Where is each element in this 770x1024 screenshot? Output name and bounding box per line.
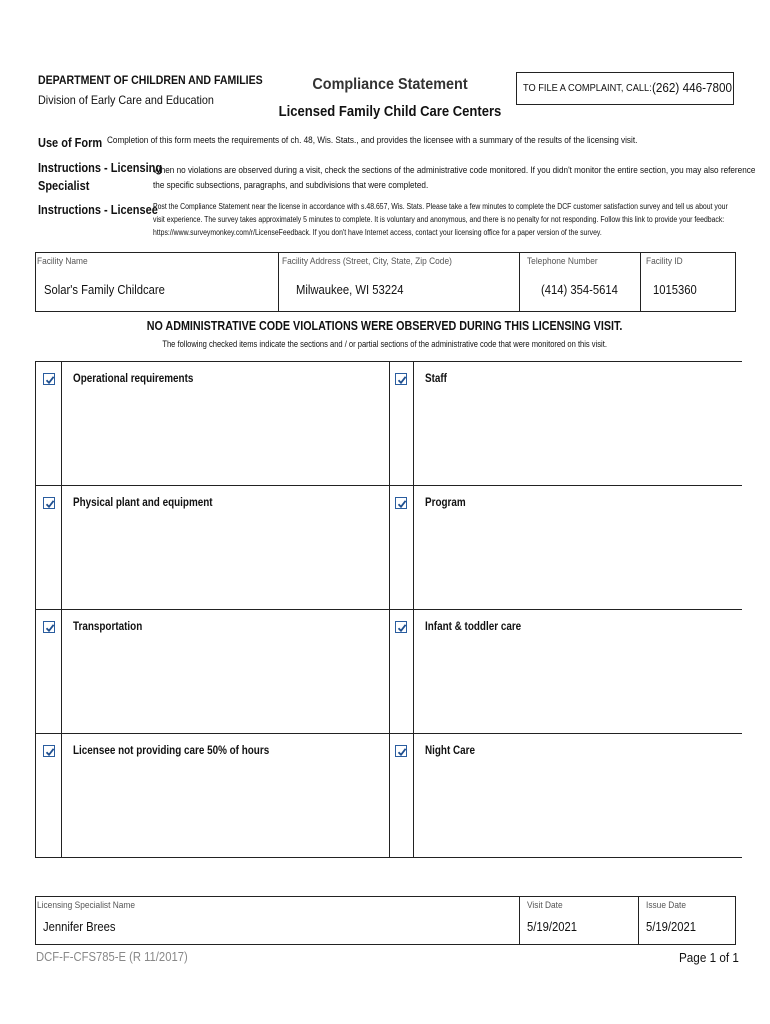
- licensee-instructions-label: Instructions - Licensee: [38, 203, 158, 217]
- checkmark-icon: [44, 374, 56, 386]
- department-name: DEPARTMENT OF CHILDREN AND FAMILIES: [38, 73, 263, 87]
- facility-id-value: 1015360: [653, 283, 697, 297]
- operational-requirements-label: Operational requirements: [73, 373, 194, 385]
- issue-date-label: Issue Date: [646, 900, 686, 911]
- checkmark-icon: [396, 622, 408, 634]
- infant-toddler-care-checkbox[interactable]: [395, 621, 407, 633]
- telephone-label: Telephone Number: [527, 256, 598, 267]
- licensee-not-providing-care-checkbox[interactable]: [43, 745, 55, 757]
- issue-date-value: 5/19/2021: [646, 920, 697, 934]
- facility-id-label: Facility ID: [646, 256, 683, 267]
- specialist-instructions-text-line2: the specific subsections, paragraphs, and subdivisions that were completed.: [153, 180, 429, 191]
- visit-date-value: 5/19/2021: [527, 920, 578, 934]
- staff-checkbox[interactable]: [395, 373, 407, 385]
- division-name: Division of Early Care and Education: [38, 93, 214, 107]
- specialist-instructions-label-line2: Specialist: [38, 179, 90, 193]
- infant-toddler-care-label: Infant & toddler care: [425, 621, 522, 633]
- checkmark-icon: [396, 374, 408, 386]
- program-label: Program: [425, 497, 466, 509]
- licensee-instructions-text-line3: https://www.surveymonkey.com/r/LicenseFeedback. If you don't have Internet access, contact your licensing office for a paper version of the survey.: [153, 228, 602, 237]
- specialist-instructions-text-line1: When no violations are observed during a visit, check the sections of the administrative code monitored. If you didn't monitor the entire section, you may also reference: [153, 165, 756, 176]
- night-care-checkbox[interactable]: [395, 745, 407, 757]
- telephone-value: (414) 354-5614: [541, 283, 618, 297]
- physical-plant-label: Physical plant and equipment: [73, 497, 213, 509]
- physical-plant-checkbox[interactable]: [43, 497, 55, 509]
- facility-name-value: Solar's Family Childcare: [44, 283, 165, 297]
- night-care-label: Night Care: [425, 745, 476, 757]
- checkmark-icon: [44, 498, 56, 510]
- licensee-not-providing-care-label: Licensee not providing care 50% of hours: [73, 745, 270, 757]
- transportation-checkbox[interactable]: [43, 621, 55, 633]
- program-checkbox[interactable]: [395, 497, 407, 509]
- facility-address-value: Milwaukee, WI 53224: [296, 283, 404, 297]
- specialist-name-label: Licensing Specialist Name: [37, 900, 136, 911]
- checkmark-icon: [396, 498, 408, 510]
- complaint-label: TO FILE A COMPLAINT, CALL:: [523, 82, 652, 94]
- licensee-instructions-text-line1: Post the Compliance Statement near the license in accordance with s.48.657, Wis. Stats. Please take a few minutes to complete the DCF customer satisfaction survey and tell us about your: [153, 202, 728, 211]
- facility-address-label: Facility Address (Street, City, State, Zip Code): [282, 256, 452, 267]
- form-title: Compliance Statement: [312, 76, 468, 93]
- use-of-form-text: Completion of this form meets the requirements of ch. 48, Wis. Stats., and provides the licensee with a summary of the results of the licensing visit.: [107, 135, 638, 146]
- operational-requirements-checkbox[interactable]: [43, 373, 55, 385]
- checkmark-icon: [396, 746, 408, 758]
- monitored-note: The following checked items indicate the sections and / or partial sections of the administrative code that were monitored on this visit.: [162, 339, 608, 349]
- complaint-phone: (262) 446-7800: [652, 80, 733, 95]
- checkmark-icon: [44, 622, 56, 634]
- no-violations-headline: NO ADMINISTRATIVE CODE VIOLATIONS WERE OBSERVED DURING THIS LICENSING VISIT.: [147, 319, 623, 333]
- staff-label: Staff: [425, 373, 447, 385]
- facility-name-label: Facility Name: [37, 256, 88, 267]
- form-subtitle: Licensed Family Child Care Centers: [278, 104, 502, 120]
- licensee-instructions-text-line2: visit experience. The survey takes approximately 5 minutes to complete. It is voluntary and anonymous, and there is no penalty for not responding. Follow this link to provide your feedback:: [153, 215, 725, 224]
- transportation-label: Transportation: [73, 621, 143, 633]
- form-id: DCF-F-CFS785-E (R 11/2017): [36, 950, 188, 964]
- use-of-form-label: Use of Form: [38, 136, 103, 150]
- specialist-instructions-label-line1: Instructions - Licensing: [38, 161, 163, 175]
- specialist-name-value: Jennifer Brees: [43, 920, 116, 934]
- checkmark-icon: [44, 746, 56, 758]
- visit-date-label: Visit Date: [527, 900, 563, 911]
- page-number: Page 1 of 1: [679, 950, 739, 965]
